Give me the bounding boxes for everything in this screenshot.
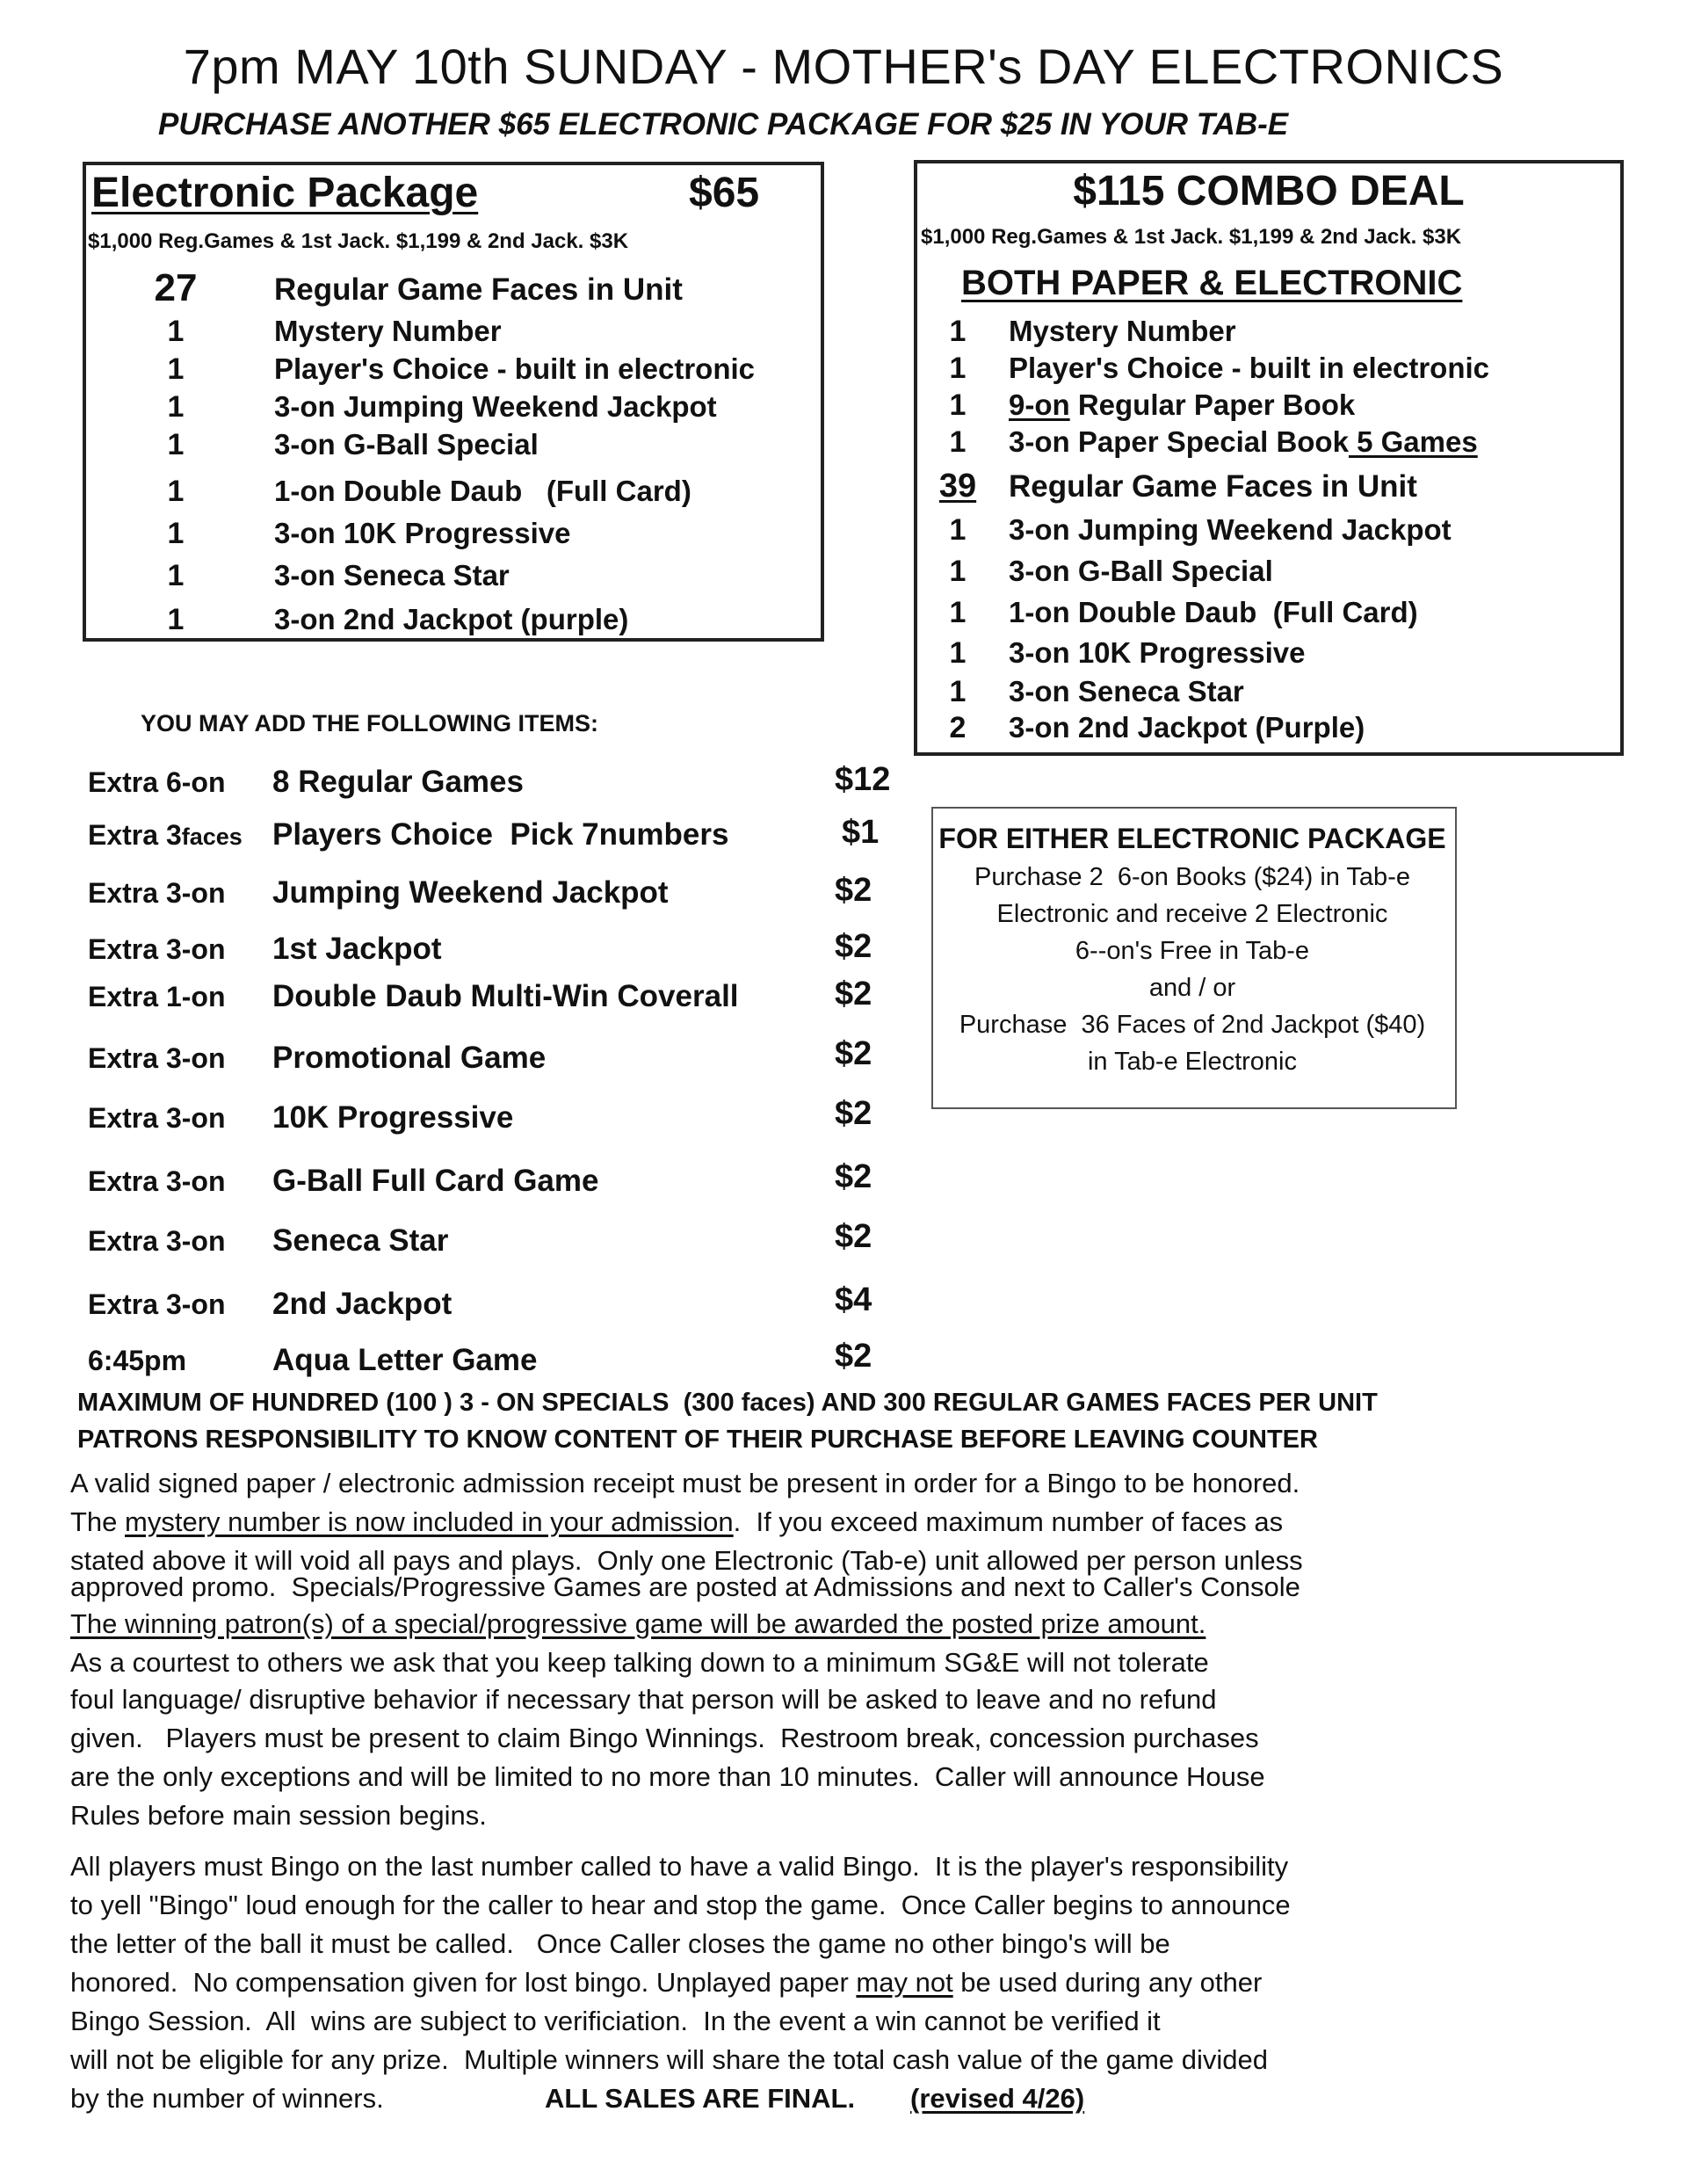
rules-line — [70, 1969, 1262, 1996]
promo-line: 6--on's Free in Tab-e — [1075, 937, 1310, 965]
rules-text-underlined: mystery number is now included in your admission — [125, 1506, 734, 1537]
extra-item: Double Daub Multi-Win Coverall — [272, 979, 739, 1013]
extra-prefix: 6:45pm — [88, 1345, 187, 1376]
promo-line: Purchase 2 6-on Books ($24) in Tab-e — [974, 863, 1410, 891]
pkg-item-label: 1-on Double Daub (Full Card) — [274, 475, 691, 507]
rules-text: be used during any other — [952, 1967, 1263, 1998]
rules-line: Bingo Session. All wins are subject to verificiation. In the event a win cannot be verified it — [70, 2006, 1161, 2036]
combo-item-label-underlined: 9-on — [1009, 388, 1070, 421]
promo-line: in Tab-e Electronic — [1087, 1048, 1298, 1076]
promo-line: and / or — [1148, 974, 1236, 1002]
combo-item-qty: 1 — [949, 352, 967, 385]
pkg-item-qty: 1 — [167, 517, 185, 550]
rules-line: the letter of the ball it must be called. Once Caller closes the game no other bingo's will be — [70, 1928, 1170, 1959]
rules-text: . If you exceed maximum number of faces as — [733, 1506, 1284, 1537]
combo-item-qty: 1 — [949, 675, 967, 708]
page-subtitle: PURCHASE ANOTHER $65 ELECTRONIC PACKAGE FOR $25 IN YOUR TAB-E — [158, 107, 1289, 141]
extra-prefix: Extra 1-on — [88, 981, 226, 1012]
combo-item-label: 3-on Seneca Star — [1009, 675, 1244, 707]
rules-line: are the only exceptions and will be limited to no more than 10 minutes. Caller will announce House — [70, 1761, 1265, 1792]
combo-item-qty: 1 — [949, 425, 967, 459]
combo-item-label — [1009, 390, 1355, 419]
add-items-heading: YOU MAY ADD THE FOLLOWING ITEMS: — [141, 710, 599, 736]
combo-item-qty: 2 — [949, 711, 967, 744]
combo-deal-subhead: BOTH PAPER & ELECTRONIC — [961, 264, 1463, 302]
extra-item: 8 Regular Games — [272, 765, 524, 799]
extra-prefix: Extra 3-on — [88, 1102, 226, 1134]
all-sales-final: ALL SALES ARE FINAL. — [545, 2083, 856, 2114]
extra-price: $2 — [835, 1218, 872, 1255]
pkg-item-qty: 1 — [167, 475, 185, 508]
pkg-item-qty: 27 — [154, 266, 198, 309]
rules-line: approved promo. Specials/Progressive Games are posted at Admissions and next to Caller's Console — [70, 1571, 1300, 1602]
extra-price: $12 — [835, 761, 891, 798]
extra-item: 2nd Jackpot — [272, 1287, 453, 1321]
extra-prefix: Extra 6-on — [88, 766, 226, 798]
page-title: 7pm MAY 10th SUNDAY - MOTHER's DAY ELECTRONICS — [183, 39, 1504, 94]
extra-item: 1st Jackpot — [272, 932, 442, 966]
pkg-item-qty: 1 — [167, 390, 185, 424]
max-faces-notice: MAXIMUM OF HUNDRED (100 ) 3 - ON SPECIALS (300 faces) AND 300 REGULAR GAMES FACES PER UNIT — [77, 1389, 1378, 1417]
rules-text: The — [70, 1506, 126, 1537]
combo-item-qty: 1 — [949, 636, 967, 670]
extra-item: Promotional Game — [272, 1041, 547, 1075]
combo-item-qty: 1 — [949, 596, 967, 629]
combo-item-label: 3-on G-Ball Special — [1009, 555, 1273, 587]
pkg-item-label: Mystery Number — [274, 315, 502, 347]
extra-prefix: Extra 3-on — [88, 1225, 226, 1257]
extra-item: 10K Progressive — [272, 1100, 514, 1135]
rules-line: to yell "Bingo" loud enough for the caller to hear and stop the game. Once Caller begins to announce — [70, 1890, 1291, 1920]
extra-prefix: Extra 3-on — [88, 1042, 226, 1074]
extra-item: Aqua Letter Game — [272, 1343, 538, 1377]
extra-price: $2 — [835, 1035, 872, 1072]
combo-item-label-rest: Regular Paper Book — [1069, 388, 1356, 421]
promo-line: Electronic and receive 2 Electronic — [996, 900, 1388, 928]
pkg-item-label: 3-on Seneca Star — [274, 559, 510, 591]
extra-item: G-Ball Full Card Game — [272, 1164, 599, 1198]
rules-line: will not be eligible for any prize. Multiple winners will share the total cash value of the game divided — [70, 2044, 1268, 2075]
promo-line: Purchase 36 Faces of 2nd Jackpot ($40) — [959, 1011, 1426, 1039]
electronic-package-name: Electronic Package — [91, 170, 479, 216]
extra-item: Jumping Weekend Jackpot — [272, 875, 669, 910]
pkg-item-label: 3-on Jumping Weekend Jackpot — [274, 390, 717, 423]
rules-text: honored. No compensation given for lost bingo. Unplayed paper — [70, 1967, 857, 1998]
pkg-item-qty: 1 — [167, 315, 185, 348]
pkg-item-label: 3-on G-Ball Special — [274, 428, 539, 461]
rules-line: A valid signed paper / electronic admission receipt must be present in order for a Bingo to be honored. — [70, 1468, 1300, 1498]
extra-price: $1 — [842, 814, 880, 851]
combo-item-label — [1009, 427, 1478, 456]
extra-prefix: Extra 3-on — [88, 933, 226, 965]
extra-price: $2 — [835, 976, 872, 1012]
extra-price: $2 — [835, 872, 872, 909]
extra-prefix — [88, 821, 264, 849]
combo-item-label: Player's Choice - built in electronic — [1009, 352, 1489, 384]
combo-item-label: 1-on Double Daub (Full Card) — [1009, 596, 1418, 628]
combo-item-label-rest: 3-on Paper Special Book — [1009, 425, 1349, 458]
combo-item-label: 3-on 10K Progressive — [1009, 636, 1306, 669]
extra-price: $2 — [835, 1158, 872, 1195]
revised-date: (revised 4/26) — [910, 2083, 1085, 2114]
extra-price: $2 — [835, 1338, 872, 1375]
rules-line: by the number of winners. — [70, 2083, 384, 2114]
pkg-item-label: Player's Choice - built in electronic — [274, 352, 755, 385]
patron-responsibility-notice: PATRONS RESPONSIBILITY TO KNOW CONTENT OF THEIR PURCHASE BEFORE LEAVING COUNTER — [77, 1426, 1318, 1454]
rules-line: foul language/ disruptive behavior if necessary that person will be asked to leave and no refund — [70, 1684, 1217, 1715]
combo-item-qty: 1 — [949, 555, 967, 588]
pkg-item-label: 3-on 2nd Jackpot (purple) — [274, 603, 629, 635]
electronic-package-price: $65 — [689, 170, 760, 216]
extra-prefix: Extra 3-on — [88, 1165, 226, 1197]
pkg-item-qty: 1 — [167, 428, 185, 461]
rules-line: given. Players must be present to claim Bingo Winnings. Restroom break, concession purchases — [70, 1723, 1259, 1753]
pkg-item-label: 3-on 10K Progressive — [274, 517, 571, 549]
rules-line — [70, 1508, 1283, 1535]
combo-item-qty: 1 — [949, 315, 967, 348]
promo-heading: FOR EITHER ELECTRONIC PACKAGE — [938, 823, 1446, 854]
electronic-package-prizes: $1,000 Reg.Games & 1st Jack. $1,199 & 2nd Jack. $3K — [88, 229, 629, 253]
pkg-item-label: Regular Game Faces in Unit — [274, 272, 683, 307]
rules-line: The winning patron(s) of a special/progressive game will be awarded the posted prize amount. — [70, 1608, 1206, 1639]
rules-line: Rules before main session begins. — [70, 1800, 487, 1831]
extra-item: Players Choice Pick 7numbers — [272, 817, 729, 852]
rules-line: As a courtest to others we ask that you keep talking down to a minimum SG&E will not tolerate — [70, 1647, 1209, 1678]
extra-prefix: Extra 3-on — [88, 1288, 226, 1320]
rules-line: stated above it will void all pays and plays. Only one Electronic (Tab-e) unit allowed per person unless — [70, 1545, 1303, 1576]
extra-price: $2 — [835, 1095, 872, 1132]
combo-item-label: 3-on Jumping Weekend Jackpot — [1009, 513, 1452, 546]
extra-prefix-main: Extra 3 — [88, 819, 182, 851]
combo-item-qty: 1 — [949, 513, 967, 547]
extra-prefix: Extra 3-on — [88, 877, 226, 909]
combo-item-label: 3-on 2nd Jackpot (Purple) — [1009, 711, 1365, 744]
extra-price: $2 — [835, 928, 872, 965]
rules-text-underlined: may not — [856, 1967, 953, 1998]
pkg-item-qty: 1 — [167, 559, 185, 592]
extra-price: $4 — [835, 1281, 872, 1318]
extra-prefix-small: faces — [181, 824, 243, 850]
combo-item-label-underlined: 5 Games — [1348, 425, 1478, 458]
rules-line: All players must Bingo on the last number called to have a valid Bingo. It is the player's responsibility — [70, 1851, 1289, 1882]
extra-item: Seneca Star — [272, 1223, 449, 1258]
combo-deal-prizes: $1,000 Reg.Games & 1st Jack. $1,199 & 2nd Jack. $3K — [921, 225, 1462, 249]
combo-deal-name: $115 COMBO DEAL — [1073, 168, 1465, 214]
combo-item-qty: 39 — [938, 468, 977, 504]
combo-item-label: Mystery Number — [1009, 315, 1236, 347]
pkg-item-qty: 1 — [167, 352, 185, 386]
combo-item-qty: 1 — [949, 388, 967, 422]
pkg-item-qty: 1 — [167, 603, 185, 636]
combo-item-label: Regular Game Faces in Unit — [1009, 469, 1417, 504]
